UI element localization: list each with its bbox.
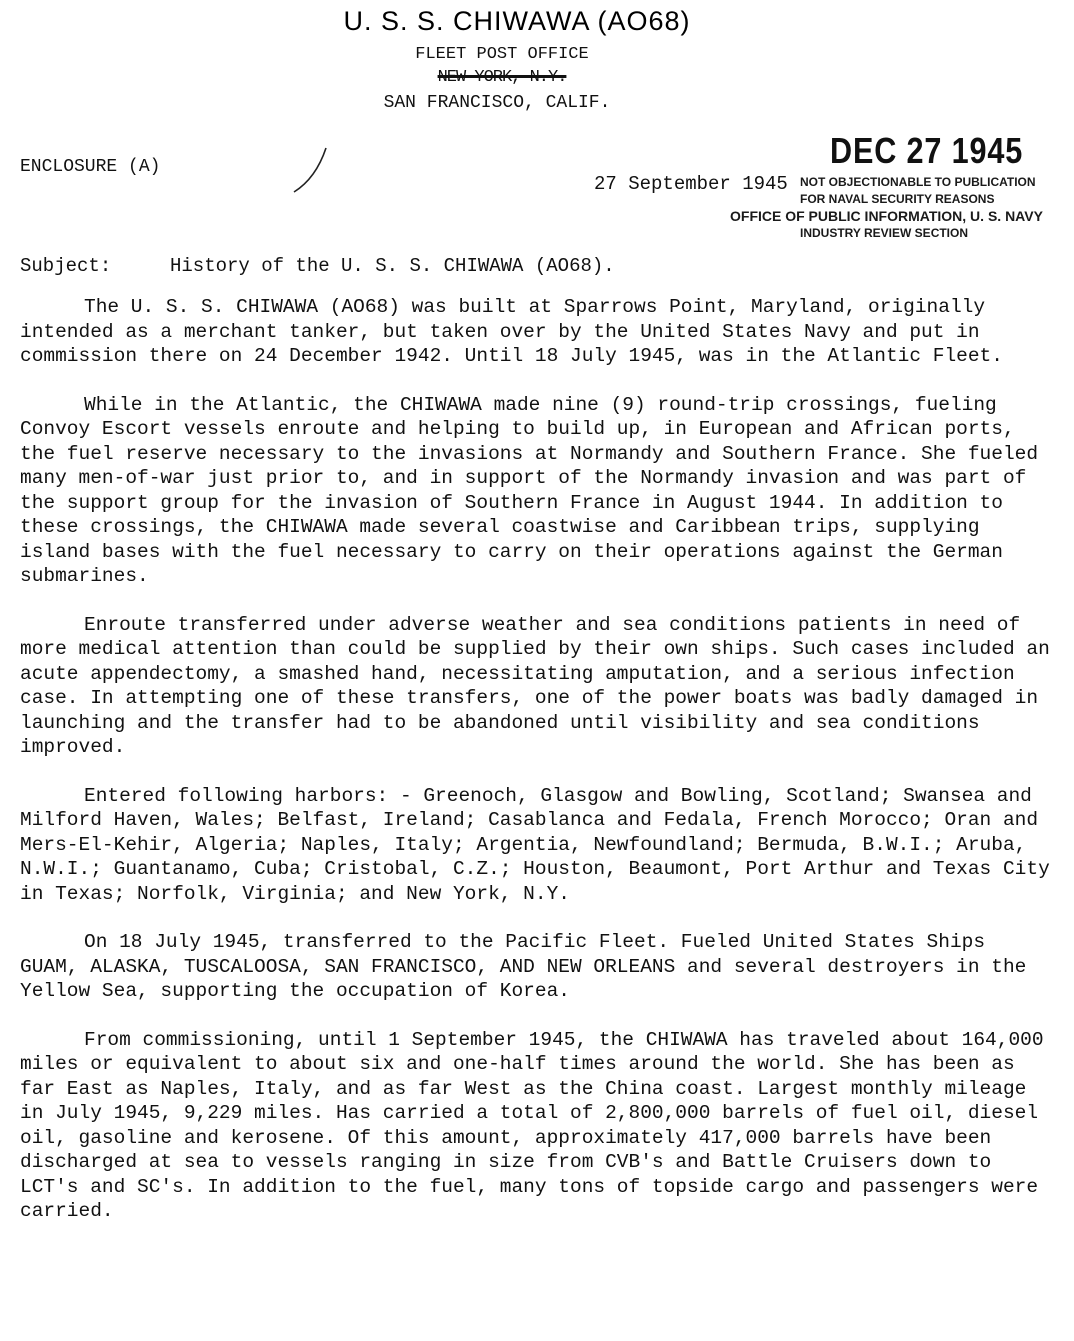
pencil-slash-mark: [290, 146, 330, 196]
letterhead: [0, 6, 1074, 113]
release-stamp: [730, 130, 1070, 242]
body-text: [20, 295, 1050, 1248]
subject-label: Subject:: [20, 255, 112, 277]
stamp-line-3: OFFICE OF PUBLIC INFORMATION, U. S. NAVY: [730, 208, 1043, 224]
city-line: SAN FRANCISCO, CALIF.: [383, 93, 611, 113]
stamp-line-2: FOR NAVAL SECURITY REASONS: [800, 192, 995, 206]
paragraph-commissioning: The U. S. S. CHIWAWA (AO68) was built at Sparrows Point, Maryland, originally intended as a merchant tanker, but taken over by the United States Navy and put in commission there on 24 December 1942. Until 18 July 1945, was in the Atlantic Fleet.: [20, 296, 1003, 367]
paragraph-mileage-cargo: From commissioning, until 1 September 1945, the CHIWAWA has traveled about 164,000 miles or equivalent to about six and one-half times around the world. She has been as far East as Naples, Italy, and as far West as the China coast. Largest monthly mileage in July 1945, 9,229 miles. Has carried a total of 2,800,000 barrels of fuel oil, diesel oil, gasoline and kerosene. Of this amount, approximately 417,000 barrels have been discharged at sea to vessels ranging in size from CVB's and Battle Cruisers down to LCT's and SC's. In addition to the fuel, many tons of topside cargo and passengers were carried.: [20, 1028, 1044, 1222]
fleet-post-office: FLEET POST OFFICE: [415, 45, 589, 64]
paragraph-patient-transfers: Enroute transferred under adverse weather and sea conditions patients in need of more medical attention than could be supplied by their own ships. Such cases included an acute appendectomy, a smashed hand, necessitating amputation, and a serious infection case. In attempting one of these transfers, one of the power boats was badly damaged in launching and the transfer had to be abandoned until visibility and sea conditions improved.: [20, 613, 1050, 758]
paragraph-pacific-fleet: On 18 July 1945, transferred to the Pacific Fleet. Fueled United States Ships GUAM, ALASKA, TUSCALOOSA, SAN FRANCISCO, AND NEW ORLEANS and several destroyers in the Yellow Sea, supporting the occupation of Korea.: [20, 931, 1027, 1002]
stamp-line-1: NOT OBJECTIONABLE TO PUBLICATION: [800, 175, 1036, 189]
paragraph-harbors: Entered following harbors: - Greenoch, Glasgow and Bowling, Scotland; Swansea and Milford Haven, Wales; Belfast, Ireland; Casablanca and Fedala, French Morocco; Oran and Mers-El-Kehir, Algeria; Naples, Italy; Argentia, Newfoundland; Bermuda, B.W.I.; Aruba, N.W.I.; Guantanamo, Cuba; Cristobal, C.Z.; Houston, Beaumont, Port Arthur and Texas City in Texas; Norfolk, Virginia; and New York, N.Y.: [20, 784, 1050, 905]
paragraph-atlantic-service: While in the Atlantic, the CHIWAWA made nine (9) round-trip crossings, fueling Convoy Escort vessels enroute and helping to build up, in European and African ports, the fuel reserve necessary to the invasions at Normandy and Southern France. She fueled many men-of-war just prior to, and in support of the Normandy invasion and was part of the support group for the invasion of Southern France in August 1944. In addition to these crossings, the CHIWAWA made several coastwise and Caribbean trips, supplying island bases with the fuel necessary to carry on their operations against the German submarines.: [20, 393, 1039, 587]
stamp-date: DEC 27 1945: [830, 130, 1024, 171]
subject-text: History of the U. S. S. CHIWAWA (AO68).: [170, 255, 615, 277]
stamp-line-4: INDUSTRY REVIEW SECTION: [800, 226, 969, 240]
letter-date: 27 September 1945: [594, 173, 788, 195]
struck-address: [0, 68, 1074, 87]
enclosure-label: ENCLOSURE (A): [20, 157, 161, 177]
struck-address-text: NEW YORK, N.Y.: [437, 68, 567, 87]
ship-name: U. S. S. CHIWAWA (AO68): [343, 6, 691, 36]
subject-line: [20, 255, 615, 277]
